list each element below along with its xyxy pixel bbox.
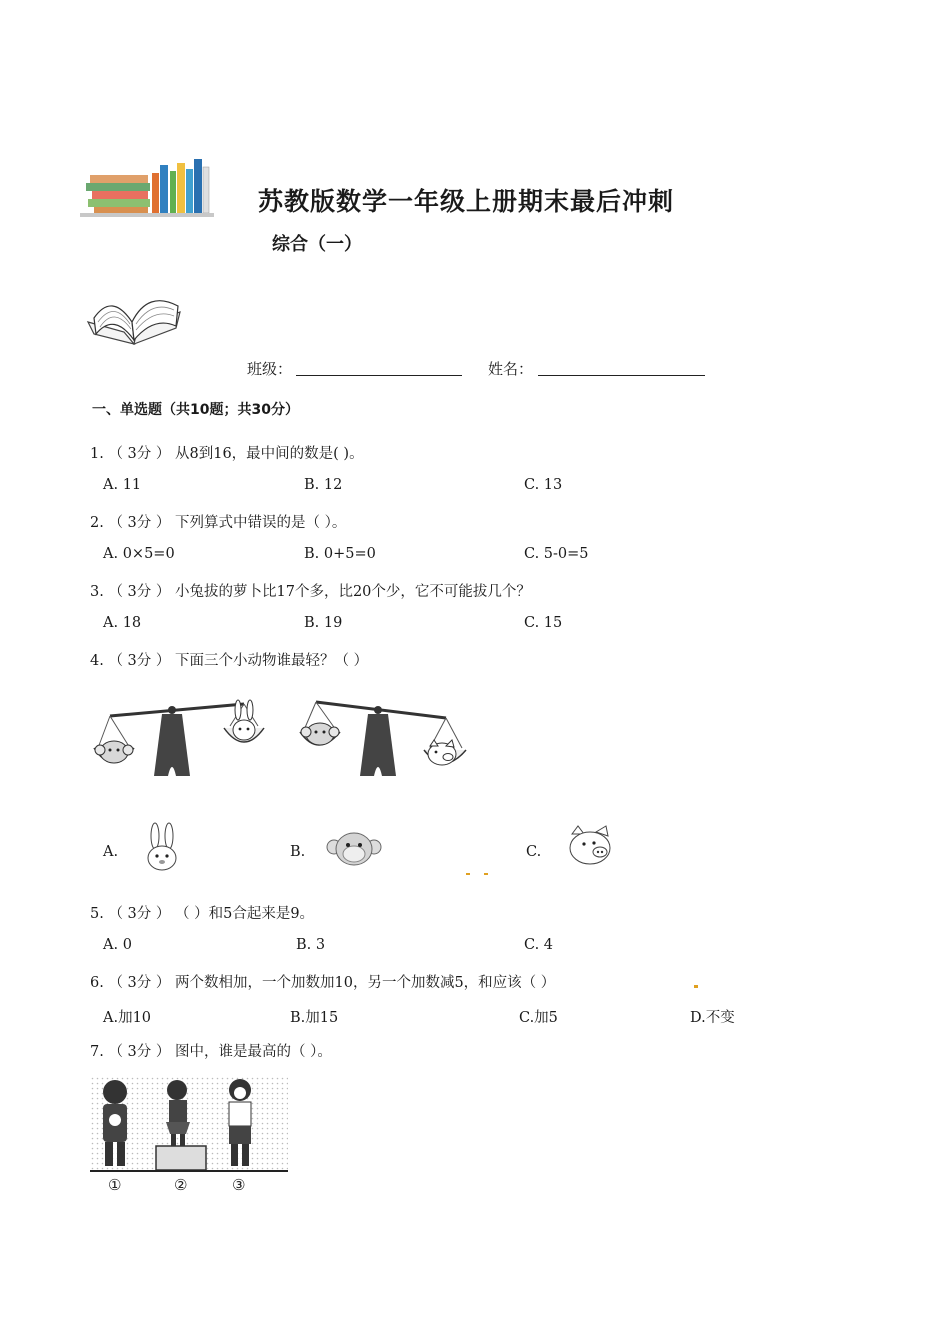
q6-option-d[interactable]: D.不变	[690, 1010, 735, 1026]
question-2: 2. （ 3分 ） 下列算式中错误的是（ ）。	[90, 515, 347, 531]
child-1-label: ①	[108, 1176, 122, 1194]
decorative-mark	[694, 985, 698, 988]
q4-option-c[interactable]: C.	[526, 844, 542, 860]
name-field[interactable]	[538, 375, 705, 376]
q4-option-b[interactable]: B.	[290, 844, 306, 860]
rabbit-icon	[233, 700, 255, 740]
page-title: 苏教版数学一年级上册期末最后冲刺	[258, 187, 675, 216]
q1-option-b[interactable]: B. 12	[304, 477, 343, 493]
q3-option-c[interactable]: C. 15	[524, 615, 563, 631]
name-label: 姓名：	[488, 360, 534, 378]
decorative-mark	[484, 873, 488, 875]
monkey-icon[interactable]	[326, 829, 382, 869]
q2-option-b[interactable]: B. 0+5=0	[304, 546, 376, 562]
q6-option-a[interactable]: A.加10	[103, 1010, 152, 1026]
question-5: 5. （ 3分 ） （ ）和5合起来是9。	[90, 906, 315, 922]
question-1: 1. （ 3分 ） 从8到16，最中间的数是( )。	[90, 446, 364, 462]
q2-option-c[interactable]: C. 5-0=5	[524, 546, 589, 562]
q6-option-c[interactable]: C.加5	[519, 1010, 558, 1026]
q2-option-a[interactable]: A. 0×5=0	[103, 546, 175, 562]
balance-scale-monkey-pig	[296, 696, 466, 780]
children-height-figure	[90, 1076, 290, 1194]
open-book-icon	[84, 282, 182, 352]
q1-option-a[interactable]: A. 11	[103, 477, 142, 493]
q3-option-b[interactable]: B. 19	[304, 615, 343, 631]
q1-option-c[interactable]: C. 13	[524, 477, 563, 493]
question-4: 4. （ 3分 ） 下面三个小动物谁最轻？（ ）	[90, 653, 369, 669]
q5-option-a[interactable]: A. 0	[103, 937, 132, 953]
question-6: 6. （ 3分 ） 两个数相加，一个加数加10，另一个加数减5，和应该（ ）	[90, 975, 556, 991]
rabbit-icon[interactable]	[138, 822, 186, 872]
question-3: 3. （ 3分 ） 小兔拔的萝卜比17个多，比20个少，它不可能拔几个？	[90, 584, 531, 600]
books-shelf-icon	[80, 153, 214, 217]
class-label: 班级：	[247, 360, 293, 378]
page-subtitle: 综合（一）	[272, 234, 362, 255]
class-field[interactable]	[296, 375, 462, 376]
balance-scale-monkey-rabbit	[90, 696, 270, 780]
q6-option-b[interactable]: B.加15	[290, 1010, 339, 1026]
q5-option-c[interactable]: C. 4	[524, 937, 554, 953]
decorative-mark	[466, 873, 470, 875]
question-7: 7. （ 3分 ） 图中，谁是最高的（ ）。	[90, 1044, 332, 1060]
section-heading: 一、单选题（共10题；共30分）	[92, 402, 299, 418]
q3-option-a[interactable]: A. 18	[103, 615, 142, 631]
child-2-label: ②	[174, 1176, 188, 1194]
q5-option-b[interactable]: B. 3	[296, 937, 326, 953]
child-3-label: ③	[232, 1176, 246, 1194]
pig-icon[interactable]	[566, 824, 616, 868]
q4-option-a[interactable]: A.	[103, 844, 119, 860]
pig-icon	[428, 740, 456, 765]
